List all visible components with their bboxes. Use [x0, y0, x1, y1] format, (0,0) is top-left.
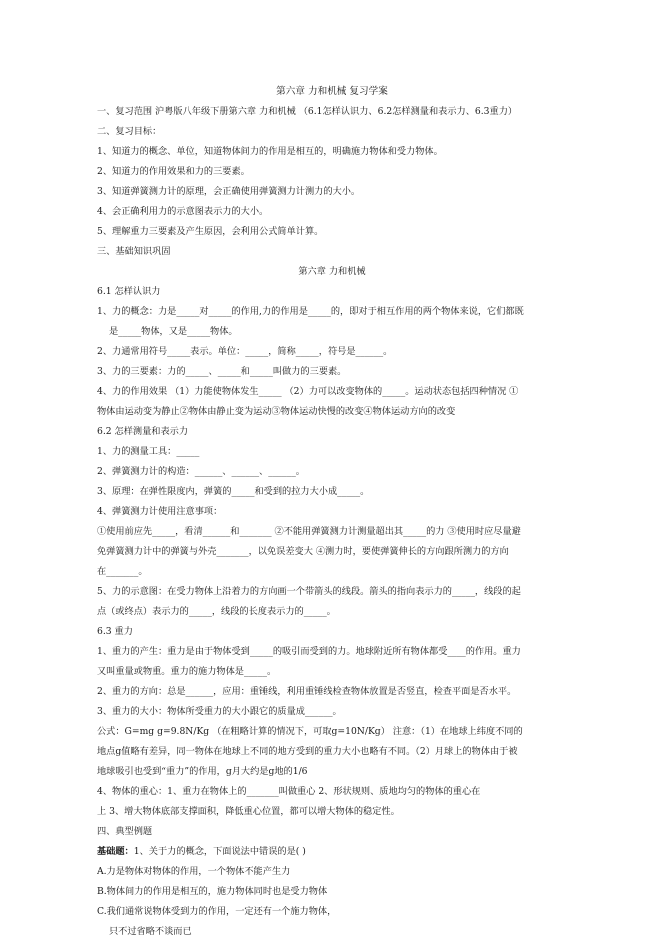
fill-in-item-continued: 又叫重量或物重。重力的施力物体是_____。 [97, 666, 277, 677]
fill-in-item: 1、力的概念：力是_____对_____的作用,力的作用是_____的，即对于相互作用的两个物体来说，它们都既 [97, 306, 524, 317]
question-stem [97, 842, 567, 862]
answer-option: C.我们通常说物体受到力的作用，一定还有一个施力物体， [97, 906, 337, 917]
fill-in-item: 4、力的作用效果 （1）力能使物体发生_____ （2）力可以改变物体的_____。运动状态包括四种情况 ① [97, 386, 519, 397]
fill-in-item: 4、弹簧测力计使用注意事项： [97, 506, 223, 517]
goal-item: 5、理解重力三要素及产生原因，会利用公式简单计算。 [97, 226, 324, 237]
question-text: 1、关于力的概念，下面说法中错误的是( ) [133, 846, 306, 857]
section-heading-goals: 二、复习目标： [97, 126, 162, 137]
fill-in-item: 3、重力的大小：物体所受重力的大小跟它的质量成______。 [97, 706, 342, 717]
answer-option: B.物体间力的作用是相互的，施力物体同时也是受力物体 [97, 886, 328, 897]
answer-option: A.力是物体对物体的作用，一个物体不能产生力 [97, 866, 291, 877]
answer-option-continued: 只不过省略不谈而已 [109, 926, 192, 937]
fill-in-item-continued: 在_______。 [97, 566, 148, 577]
review-scope: 一、复习范围 沪粤版八年级下册第六章 力和机械 （6.1怎样认识力、6.2怎样测量和表示力、6.3重力） [97, 106, 518, 117]
fill-in-item: 5、力的示意图：在受力物体上沿着力的方向画一个带箭头的线段。箭头的指向表示力的_____，线段的起 [97, 586, 521, 597]
fill-in-item-continued: 上 3、增大物体底部支撑面积，降低重心位置，都可以增大物体的稳定性。 [97, 806, 400, 817]
section-heading-basics: 三、基础知识巩固 [97, 246, 171, 257]
goal-item: 4、会正确利用力的示意图表示力的大小。 [97, 206, 269, 217]
fill-in-item: 3、力的三要素：力的_____、_____和_____叫做力的三要素。 [97, 366, 347, 377]
formula-line: 公式：G=mg g=9.8N/Kg （在粗略计算的情况下，可取g=10N/Kg） 注意：（1）在地球上纬度不同的 [97, 726, 523, 737]
fill-in-item: 4、物体的重心：1、重力在物体上的_______叫做重心 2、形状规则、质地均匀的物体的重心在 [97, 786, 481, 797]
chapter-heading: 第六章 力和机械 [298, 266, 366, 277]
doc-title: 第六章 力和机械 复习学案 [276, 86, 388, 97]
subsection-heading: 6.3 重力 [97, 626, 133, 637]
goal-item: 2、知道力的作用效果和力的三要素。 [97, 166, 250, 177]
subsection-heading: 6.1 怎样认识力 [97, 286, 161, 297]
fill-in-item: 1、重力的产生：重力是由于物体受到_____的吸引而受到的力。地球附近所有物体都受____的作用。重力 [97, 646, 521, 657]
fill-in-item-continued: 点（或终点）表示力的_____，线段的长度表示力的_____。 [97, 606, 336, 617]
fill-in-item: 1、力的测量工具：_____ [97, 446, 200, 457]
fill-in-item: 2、重力的方向：总是______，应用：重锤线，利用重锤线检查物体放置是否竖直，检查平面是否水平。 [97, 686, 517, 697]
fill-in-item: 2、弹簧测力计的构造：______、______、______。 [97, 466, 305, 477]
fill-in-item: 2、力通常用符号_____表示。单位：_____，简称_____，符号是______。 [97, 346, 393, 357]
fill-in-item-continued: 物体由运动变为静止②物体由静止变为运动③物体运动快慢的改变④物体运动方向的改变 [97, 406, 456, 417]
subsection-heading: 6.2 怎样测量和表示力 [97, 426, 189, 437]
goal-item: 3、知道弹簧测力计的原理，会正确使用弹簧测力计测力的大小。 [97, 186, 361, 197]
section-heading-examples: 四、典型例题 [97, 826, 153, 837]
fill-in-item-continued: 免弹簧测力计中的弹簧与外壳_______，以免误差变大 ④测力时，要使弹簧伸长的方向跟所测力的方向 [97, 546, 509, 557]
question-label: 基础题： [97, 846, 134, 857]
formula-note: 地点g值略有差异，同一物体在地球上不同的地方受到的重力大小也略有不同。（2）月球上的物体由于被 [97, 746, 518, 757]
fill-in-item: ①使用前应先_____，看清______和_______ ②不能用弹簧测力计测量超出其_____的力 ③使用时应尽量避 [97, 526, 521, 537]
fill-in-item-continued: 是_____物体，又是_____物体。 [109, 326, 238, 337]
document-body [97, 82, 567, 942]
goal-item: 1、知道力的概念、单位，知道物体间力的作用是相互的，明确施力物体和受力物体。 [97, 146, 443, 157]
formula-note: 地球吸引也受到“重力”的作用，g月大约是g地的1/6 [97, 766, 308, 777]
fill-in-item: 3、原理：在弹性限度内，弹簧的_____和受到的拉力大小成_____。 [97, 486, 370, 497]
